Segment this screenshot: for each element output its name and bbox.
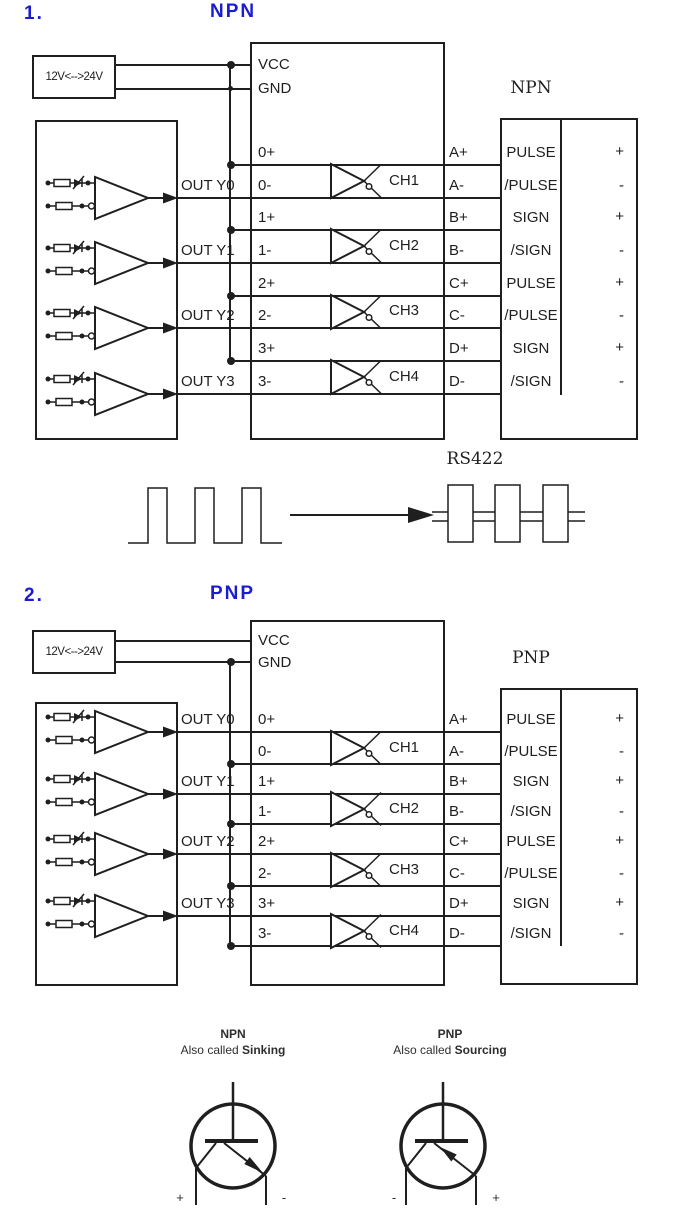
npn-left-sign: + [176, 1190, 184, 1205]
out-label: OUT Y0 [181, 711, 235, 728]
opto-amp-symbol [38, 765, 180, 823]
table-cell-signal: /PULSE [504, 307, 558, 324]
channel-label: CH1 [389, 739, 420, 756]
legend-pnp-prefix: Also called [393, 1043, 455, 1057]
out-label: OUT Y1 [181, 773, 235, 790]
channel-label: CH3 [389, 302, 420, 319]
pin-label: C+ [449, 275, 469, 292]
vcc-pin-label: VCC [258, 632, 290, 649]
pin-label: 3- [258, 925, 272, 942]
table-cell-polarity: + [615, 208, 624, 225]
pin-label: 0- [258, 743, 272, 760]
legend-pnp-title: PNP [437, 1027, 463, 1041]
table-cell-signal: PULSE [506, 711, 556, 728]
line-driver-symbol [330, 911, 390, 951]
pin-label: A- [449, 177, 464, 194]
legend-pnp-subtitle [375, 1043, 525, 1057]
power-supply-box [32, 630, 116, 674]
out-label: OUT Y0 [181, 177, 235, 194]
table-cell-signal: SIGN [512, 209, 550, 226]
line-driver-symbol [330, 292, 390, 332]
line-driver-symbol [330, 789, 390, 829]
gnd-pin-label: GND [258, 80, 292, 97]
pin-label: C+ [449, 833, 469, 850]
line-driver-symbol [330, 161, 390, 201]
gnd-pin-label: GND [258, 654, 292, 671]
pin-label: C- [449, 307, 465, 324]
pin-label: D+ [449, 895, 469, 912]
pnp-left-sign: - [391, 1190, 397, 1205]
section-number: 2. [24, 585, 44, 606]
channel-label: CH4 [389, 922, 420, 939]
pin-label: 1- [258, 242, 272, 259]
line-driver-symbol [330, 357, 390, 397]
out-label: OUT Y1 [181, 242, 235, 259]
table-cell-polarity: - [619, 743, 624, 760]
pin-label: A+ [449, 711, 468, 728]
wire [116, 640, 250, 642]
pin-label: 1- [258, 803, 272, 820]
waveform-illustration [120, 448, 600, 563]
line-driver-symbol [330, 850, 390, 890]
table-cell-polarity: - [619, 865, 624, 882]
npn-transistor-symbol [178, 1078, 288, 1210]
table-cell-polarity: - [619, 925, 624, 942]
pin-label: 2- [258, 865, 272, 882]
channel-label: CH1 [389, 172, 420, 189]
opto-amp-symbol [38, 703, 180, 761]
section-number: 1. [24, 3, 44, 24]
table-cell-signal: PULSE [506, 833, 556, 850]
pin-label: 2- [258, 307, 272, 324]
opto-amp-symbol [38, 299, 180, 357]
pin-label: A- [449, 743, 464, 760]
legend-npn-prefix: Also called [180, 1043, 243, 1057]
opto-amp-symbol [38, 234, 180, 292]
pin-label: B- [449, 803, 464, 820]
out-label: OUT Y3 [181, 373, 235, 390]
pin-label: 2+ [258, 833, 276, 850]
pin-label: 0+ [258, 711, 276, 728]
table-cell-signal: SIGN [512, 773, 550, 790]
table-title: NPN [510, 78, 552, 98]
table-cell-signal: SIGN [512, 340, 550, 357]
pin-label: B+ [449, 209, 468, 226]
table-cell-polarity: + [615, 274, 624, 291]
channel-label: CH2 [389, 237, 420, 254]
table-cell-polarity: - [619, 177, 624, 194]
table-cell-polarity: + [615, 832, 624, 849]
pin-label: C- [449, 865, 465, 882]
table-cell-signal: /SIGN [510, 803, 552, 820]
vcc-pin-label: VCC [258, 56, 290, 73]
table-cell-signal: /PULSE [504, 177, 558, 194]
table-cell-signal: PULSE [506, 275, 556, 292]
legend-npn-alias: Sinking [242, 1043, 286, 1057]
waveform-label: RS422 [446, 449, 504, 469]
pin-label: 3+ [258, 340, 276, 357]
opto-amp-symbol [38, 365, 180, 423]
table-cell-polarity: - [619, 803, 624, 820]
npn-right-sign: - [281, 1190, 287, 1205]
line-driver-symbol [330, 728, 390, 768]
out-label: OUT Y3 [181, 895, 235, 912]
junction-dot [227, 658, 235, 666]
table-cell-polarity: + [615, 710, 624, 727]
pin-label: 3- [258, 373, 272, 390]
table-cell-signal: /PULSE [504, 865, 558, 882]
junction-dot [228, 86, 233, 91]
pin-label: 3+ [258, 895, 276, 912]
table-cell-polarity: - [619, 307, 624, 324]
opto-amp-symbol [38, 169, 180, 227]
table-cell-signal: PULSE [506, 144, 556, 161]
table-cell-polarity: - [619, 373, 624, 390]
section-title: NPN [210, 1, 257, 22]
table-cell-signal: /SIGN [510, 373, 552, 390]
legend-npn-title: NPN [220, 1027, 246, 1041]
table-cell-polarity: + [615, 143, 624, 160]
line-driver-symbol [330, 226, 390, 266]
pin-label: 2+ [258, 275, 276, 292]
junction-dot [227, 61, 235, 69]
pin-label: D+ [449, 340, 469, 357]
table-cell-signal: SIGN [512, 895, 550, 912]
legend-pnp-alias: Sourcing [454, 1043, 507, 1057]
power-supply-label: 12V<-->24V [45, 71, 103, 83]
table-cell-polarity: + [615, 339, 624, 356]
table-cell-signal: /PULSE [504, 743, 558, 760]
pin-label: 1+ [258, 209, 276, 226]
legend-npn-subtitle [158, 1043, 308, 1057]
out-label: OUT Y2 [181, 833, 235, 850]
opto-amp-symbol [38, 825, 180, 883]
pnp-right-sign: + [492, 1190, 500, 1205]
table-cell-polarity: + [615, 894, 624, 911]
power-supply-label: 12V<-->24V [45, 646, 103, 658]
out-label: OUT Y2 [181, 307, 235, 324]
pin-label: D- [449, 925, 465, 942]
table-cell-signal: /SIGN [510, 925, 552, 942]
pin-label: 1+ [258, 773, 276, 790]
pin-label: B- [449, 242, 464, 259]
opto-amp-symbol [38, 887, 180, 945]
pin-label: A+ [449, 144, 468, 161]
pin-label: B+ [449, 773, 468, 790]
channel-label: CH4 [389, 368, 420, 385]
channel-label: CH2 [389, 800, 420, 817]
table-cell-signal: /SIGN [510, 242, 552, 259]
table-title: PNP [512, 648, 550, 668]
pin-label: D- [449, 373, 465, 390]
pin-label: 0+ [258, 144, 276, 161]
section-title: PNP [210, 583, 256, 604]
power-supply-box [32, 55, 116, 99]
pnp-transistor-symbol [388, 1078, 498, 1210]
pin-label: 0- [258, 177, 272, 194]
table-cell-polarity: + [615, 772, 624, 789]
table-cell-polarity: - [619, 242, 624, 259]
channel-label: CH3 [389, 861, 420, 878]
